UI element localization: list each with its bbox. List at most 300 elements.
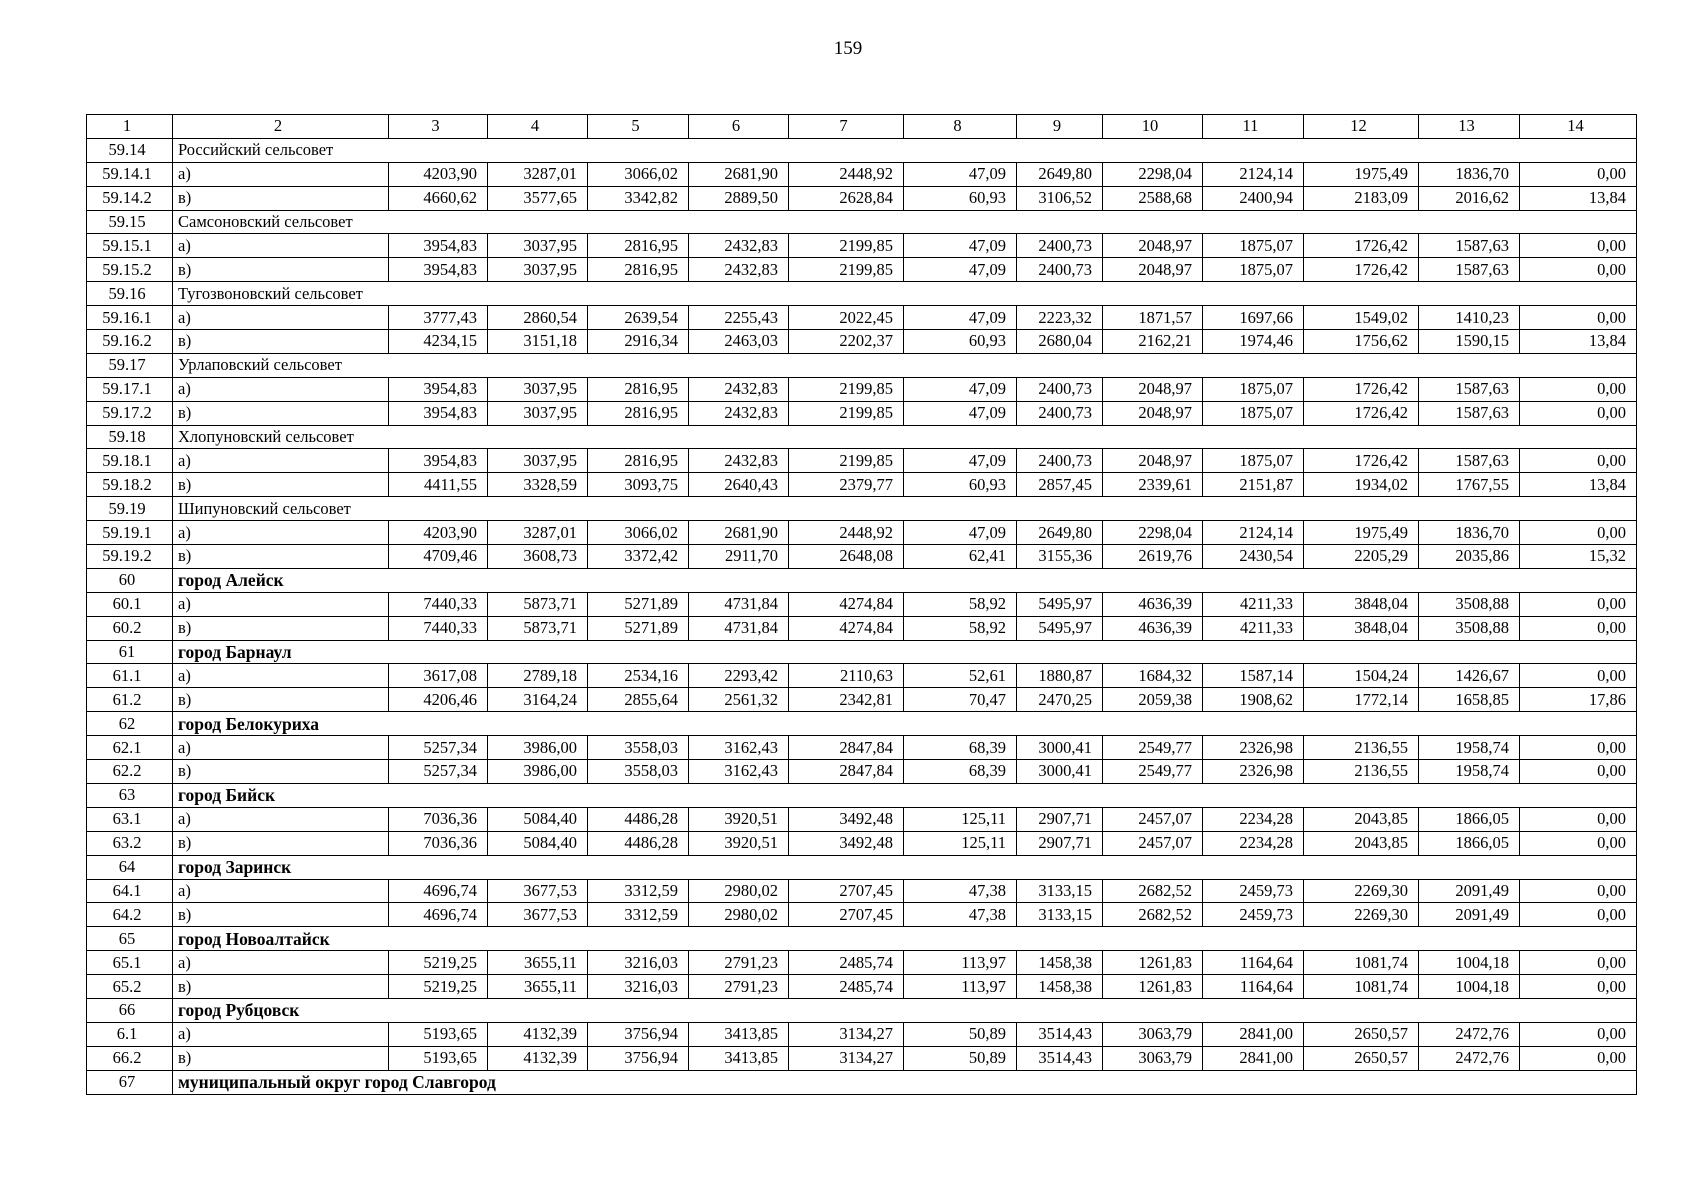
table-row — [87, 1046, 1637, 1070]
table-row — [87, 162, 1637, 186]
table-row — [87, 377, 1637, 401]
value-cell: 3617,08 — [389, 664, 488, 688]
value-cell: 2432,83 — [689, 377, 789, 401]
value-cell: 1004,18 — [1419, 951, 1520, 975]
value-cell: 1587,63 — [1419, 449, 1520, 473]
value-cell: 13,84 — [1520, 473, 1637, 497]
row-number: 64.1 — [87, 879, 173, 903]
value-cell: 1726,42 — [1304, 258, 1419, 282]
value-cell: 3986,00 — [488, 736, 588, 760]
value-cell: 2326,98 — [1203, 760, 1304, 784]
row-label: а) — [173, 664, 389, 688]
value-cell: 2091,49 — [1419, 879, 1520, 903]
section-row — [87, 640, 1637, 664]
row-number: 59.16.2 — [87, 330, 173, 354]
column-header: 3 — [389, 115, 488, 139]
value-cell: 2400,73 — [1017, 449, 1103, 473]
value-cell: 1410,23 — [1419, 306, 1520, 330]
section-row — [87, 998, 1637, 1022]
value-cell: 3106,52 — [1017, 186, 1103, 210]
value-cell: 0,00 — [1520, 664, 1637, 688]
value-cell: 58,92 — [904, 616, 1017, 640]
value-cell: 3413,85 — [689, 1022, 789, 1046]
value-cell: 2650,57 — [1304, 1046, 1419, 1070]
value-cell: 2136,55 — [1304, 760, 1419, 784]
tariff-table — [86, 114, 1637, 1095]
table-row — [87, 975, 1637, 999]
value-cell: 3492,48 — [789, 807, 904, 831]
value-cell: 2841,00 — [1203, 1022, 1304, 1046]
value-cell: 4486,28 — [588, 807, 689, 831]
row-label: а) — [173, 234, 389, 258]
value-cell: 3287,01 — [488, 162, 588, 186]
table-row — [87, 306, 1637, 330]
value-cell: 2619,76 — [1103, 545, 1203, 569]
row-label: а) — [173, 592, 389, 616]
value-cell: 125,11 — [904, 807, 1017, 831]
value-cell: 60,93 — [904, 473, 1017, 497]
value-cell: 1974,46 — [1203, 330, 1304, 354]
table-row — [87, 186, 1637, 210]
value-cell: 2022,45 — [789, 306, 904, 330]
value-cell: 7036,36 — [389, 807, 488, 831]
value-cell: 1726,42 — [1304, 377, 1419, 401]
value-cell: 1261,83 — [1103, 951, 1203, 975]
value-cell: 1261,83 — [1103, 975, 1203, 999]
value-cell: 3287,01 — [488, 521, 588, 545]
value-cell: 2470,25 — [1017, 688, 1103, 712]
column-header: 8 — [904, 115, 1017, 139]
value-cell: 2650,57 — [1304, 1022, 1419, 1046]
value-cell: 5193,65 — [389, 1046, 488, 1070]
value-cell: 4731,84 — [689, 592, 789, 616]
value-cell: 60,93 — [904, 186, 1017, 210]
table-row — [87, 807, 1637, 831]
value-cell: 0,00 — [1520, 951, 1637, 975]
value-cell: 2205,29 — [1304, 545, 1419, 569]
section-title: город Бийск — [173, 783, 1637, 807]
value-cell: 1726,42 — [1304, 401, 1419, 425]
value-cell: 2059,38 — [1103, 688, 1203, 712]
value-cell: 3037,95 — [488, 401, 588, 425]
value-cell: 2199,85 — [789, 401, 904, 425]
value-cell: 1587,63 — [1419, 377, 1520, 401]
value-cell: 1458,38 — [1017, 951, 1103, 975]
table-row — [87, 664, 1637, 688]
value-cell: 2680,04 — [1017, 330, 1103, 354]
value-cell: 5219,25 — [389, 951, 488, 975]
value-cell: 2911,70 — [689, 545, 789, 569]
value-cell: 2791,23 — [689, 951, 789, 975]
table-row — [87, 951, 1637, 975]
value-cell: 50,89 — [904, 1046, 1017, 1070]
value-cell: 2860,54 — [488, 306, 588, 330]
value-cell: 1004,18 — [1419, 975, 1520, 999]
row-number: 59.17 — [87, 353, 173, 377]
row-label: в) — [173, 688, 389, 712]
value-cell: 2298,04 — [1103, 521, 1203, 545]
value-cell: 1958,74 — [1419, 760, 1520, 784]
value-cell: 2549,77 — [1103, 760, 1203, 784]
value-cell: 3608,73 — [488, 545, 588, 569]
row-number: 65.2 — [87, 975, 173, 999]
section-row — [87, 210, 1637, 234]
column-header: 7 — [789, 115, 904, 139]
value-cell: 5084,40 — [488, 831, 588, 855]
value-cell: 3508,88 — [1419, 616, 1520, 640]
value-cell: 2980,02 — [689, 879, 789, 903]
value-cell: 2789,18 — [488, 664, 588, 688]
value-cell: 4709,46 — [389, 545, 488, 569]
value-cell: 1975,49 — [1304, 521, 1419, 545]
value-cell: 1164,64 — [1203, 975, 1304, 999]
value-cell: 1875,07 — [1203, 401, 1304, 425]
value-cell: 1866,05 — [1419, 807, 1520, 831]
value-cell: 113,97 — [904, 975, 1017, 999]
value-cell: 2588,68 — [1103, 186, 1203, 210]
value-cell: 1081,74 — [1304, 951, 1419, 975]
value-cell: 2628,84 — [789, 186, 904, 210]
value-cell: 3328,59 — [488, 473, 588, 497]
section-row — [87, 568, 1637, 592]
value-cell: 2681,90 — [689, 521, 789, 545]
value-cell: 2682,52 — [1103, 903, 1203, 927]
value-cell: 2916,34 — [588, 330, 689, 354]
value-cell: 4731,84 — [689, 616, 789, 640]
value-cell: 62,41 — [904, 545, 1017, 569]
value-cell: 3413,85 — [689, 1046, 789, 1070]
value-cell: 2223,32 — [1017, 306, 1103, 330]
value-cell: 3514,43 — [1017, 1022, 1103, 1046]
value-cell: 1934,02 — [1304, 473, 1419, 497]
table-row — [87, 760, 1637, 784]
value-cell: 2448,92 — [789, 162, 904, 186]
value-cell: 1767,55 — [1419, 473, 1520, 497]
table-row — [87, 616, 1637, 640]
value-cell: 2549,77 — [1103, 736, 1203, 760]
value-cell: 47,09 — [904, 258, 1017, 282]
value-cell: 3986,00 — [488, 760, 588, 784]
value-cell: 2048,97 — [1103, 401, 1203, 425]
value-cell: 4636,39 — [1103, 592, 1203, 616]
row-number: 67 — [87, 1070, 173, 1094]
value-cell: 0,00 — [1520, 234, 1637, 258]
value-cell: 2124,14 — [1203, 521, 1304, 545]
value-cell: 2459,73 — [1203, 903, 1304, 927]
value-cell: 1504,24 — [1304, 664, 1419, 688]
row-number: 59.17.2 — [87, 401, 173, 425]
value-cell: 2707,45 — [789, 879, 904, 903]
value-cell: 2342,81 — [789, 688, 904, 712]
row-number: 59.14 — [87, 138, 173, 162]
value-cell: 3066,02 — [588, 162, 689, 186]
value-cell: 2043,85 — [1304, 831, 1419, 855]
value-cell: 1587,63 — [1419, 401, 1520, 425]
column-header: 12 — [1304, 115, 1419, 139]
section-title: муниципальный округ город Славгород — [173, 1070, 1637, 1094]
value-cell: 5495,97 — [1017, 592, 1103, 616]
table-row — [87, 545, 1637, 569]
row-number: 62.1 — [87, 736, 173, 760]
row-number: 59.15 — [87, 210, 173, 234]
table-row — [87, 401, 1637, 425]
value-cell: 2400,73 — [1017, 401, 1103, 425]
row-label: в) — [173, 831, 389, 855]
value-cell: 3066,02 — [588, 521, 689, 545]
value-cell: 2847,84 — [789, 736, 904, 760]
value-cell: 3848,04 — [1304, 616, 1419, 640]
column-header: 13 — [1419, 115, 1520, 139]
value-cell: 2457,07 — [1103, 807, 1203, 831]
value-cell: 2855,64 — [588, 688, 689, 712]
value-cell: 5084,40 — [488, 807, 588, 831]
value-cell: 4132,39 — [488, 1022, 588, 1046]
value-cell: 3492,48 — [789, 831, 904, 855]
row-number: 61 — [87, 640, 173, 664]
value-cell: 2234,28 — [1203, 831, 1304, 855]
value-cell: 2816,95 — [588, 234, 689, 258]
section-row — [87, 855, 1637, 879]
value-cell: 3162,43 — [689, 760, 789, 784]
value-cell: 4696,74 — [389, 903, 488, 927]
value-cell: 2199,85 — [789, 258, 904, 282]
section-title: Самсоновский сельсовет — [173, 210, 1637, 234]
value-cell: 2682,52 — [1103, 879, 1203, 903]
value-cell: 4203,90 — [389, 521, 488, 545]
column-header: 5 — [588, 115, 689, 139]
column-header: 6 — [689, 115, 789, 139]
value-cell: 3655,11 — [488, 975, 588, 999]
row-number: 64 — [87, 855, 173, 879]
value-cell: 3037,95 — [488, 449, 588, 473]
value-cell: 2907,71 — [1017, 807, 1103, 831]
value-cell: 2048,97 — [1103, 377, 1203, 401]
value-cell: 5271,89 — [588, 616, 689, 640]
value-cell: 0,00 — [1520, 975, 1637, 999]
value-cell: 2151,87 — [1203, 473, 1304, 497]
value-cell: 2639,54 — [588, 306, 689, 330]
row-number: 62 — [87, 712, 173, 736]
section-row — [87, 497, 1637, 521]
value-cell: 1836,70 — [1419, 162, 1520, 186]
value-cell: 3342,82 — [588, 186, 689, 210]
value-cell: 3848,04 — [1304, 592, 1419, 616]
row-number: 66 — [87, 998, 173, 1022]
value-cell: 3134,27 — [789, 1046, 904, 1070]
value-cell: 0,00 — [1520, 449, 1637, 473]
section-row — [87, 353, 1637, 377]
section-row — [87, 927, 1637, 951]
value-cell: 1426,67 — [1419, 664, 1520, 688]
value-cell: 13,84 — [1520, 330, 1637, 354]
value-cell: 0,00 — [1520, 401, 1637, 425]
value-cell: 0,00 — [1520, 521, 1637, 545]
value-cell: 3954,83 — [389, 377, 488, 401]
value-cell: 5873,71 — [488, 592, 588, 616]
value-cell: 2199,85 — [789, 234, 904, 258]
value-cell: 1875,07 — [1203, 377, 1304, 401]
row-number: 59.18 — [87, 425, 173, 449]
section-row — [87, 425, 1637, 449]
table-row — [87, 473, 1637, 497]
value-cell: 2907,71 — [1017, 831, 1103, 855]
value-cell: 2463,03 — [689, 330, 789, 354]
value-cell: 3954,83 — [389, 449, 488, 473]
value-cell: 47,09 — [904, 377, 1017, 401]
row-number: 61.2 — [87, 688, 173, 712]
value-cell: 2457,07 — [1103, 831, 1203, 855]
value-cell: 2136,55 — [1304, 736, 1419, 760]
row-label: в) — [173, 903, 389, 927]
value-cell: 3756,94 — [588, 1046, 689, 1070]
value-cell: 1164,64 — [1203, 951, 1304, 975]
value-cell: 3312,59 — [588, 903, 689, 927]
value-cell: 3920,51 — [689, 807, 789, 831]
value-cell: 15,32 — [1520, 545, 1637, 569]
value-cell: 2293,42 — [689, 664, 789, 688]
value-cell: 2400,73 — [1017, 258, 1103, 282]
row-label: а) — [173, 951, 389, 975]
value-cell: 3954,83 — [389, 401, 488, 425]
value-cell: 2048,97 — [1103, 234, 1203, 258]
value-cell: 1658,85 — [1419, 688, 1520, 712]
value-cell: 47,09 — [904, 162, 1017, 186]
value-cell: 0,00 — [1520, 736, 1637, 760]
section-row — [87, 138, 1637, 162]
value-cell: 4636,39 — [1103, 616, 1203, 640]
value-cell: 1836,70 — [1419, 521, 1520, 545]
section-title: город Заринск — [173, 855, 1637, 879]
value-cell: 4274,84 — [789, 592, 904, 616]
value-cell: 3577,65 — [488, 186, 588, 210]
row-number: 61.1 — [87, 664, 173, 688]
value-cell: 3954,83 — [389, 234, 488, 258]
value-cell: 2326,98 — [1203, 736, 1304, 760]
row-label: а) — [173, 521, 389, 545]
value-cell: 3558,03 — [588, 736, 689, 760]
value-cell: 2648,08 — [789, 545, 904, 569]
value-cell: 3037,95 — [488, 377, 588, 401]
value-cell: 4132,39 — [488, 1046, 588, 1070]
value-cell: 3162,43 — [689, 736, 789, 760]
value-cell: 3164,24 — [488, 688, 588, 712]
section-title: Шипуновский сельсовет — [173, 497, 1637, 521]
row-label: в) — [173, 186, 389, 210]
value-cell: 2681,90 — [689, 162, 789, 186]
value-cell: 2379,77 — [789, 473, 904, 497]
value-cell: 13,84 — [1520, 186, 1637, 210]
row-number: 59.17.1 — [87, 377, 173, 401]
value-cell: 2016,62 — [1419, 186, 1520, 210]
row-label: в) — [173, 401, 389, 425]
value-cell: 5257,34 — [389, 760, 488, 784]
value-cell: 3677,53 — [488, 903, 588, 927]
value-cell: 3151,18 — [488, 330, 588, 354]
value-cell: 4411,55 — [389, 473, 488, 497]
value-cell: 2048,97 — [1103, 449, 1203, 473]
value-cell: 2649,80 — [1017, 162, 1103, 186]
value-cell: 1875,07 — [1203, 258, 1304, 282]
table-row — [87, 903, 1637, 927]
value-cell: 4696,74 — [389, 879, 488, 903]
row-label: а) — [173, 162, 389, 186]
value-cell: 17,86 — [1520, 688, 1637, 712]
value-cell: 3000,41 — [1017, 736, 1103, 760]
value-cell: 4486,28 — [588, 831, 689, 855]
value-cell: 3920,51 — [689, 831, 789, 855]
value-cell: 2269,30 — [1304, 903, 1419, 927]
value-cell: 0,00 — [1520, 831, 1637, 855]
row-number: 59.15.1 — [87, 234, 173, 258]
value-cell: 2816,95 — [588, 449, 689, 473]
value-cell: 3037,95 — [488, 258, 588, 282]
row-number: 63 — [87, 783, 173, 807]
value-cell: 4211,33 — [1203, 592, 1304, 616]
value-cell: 3037,95 — [488, 234, 588, 258]
section-title: Российский сельсовет — [173, 138, 1637, 162]
table-row — [87, 1022, 1637, 1046]
value-cell: 125,11 — [904, 831, 1017, 855]
value-cell: 4206,46 — [389, 688, 488, 712]
row-label: в) — [173, 616, 389, 640]
table-header-row — [87, 115, 1637, 139]
value-cell: 2043,85 — [1304, 807, 1419, 831]
value-cell: 3756,94 — [588, 1022, 689, 1046]
row-number: 59.18.2 — [87, 473, 173, 497]
value-cell: 3508,88 — [1419, 592, 1520, 616]
value-cell: 2202,37 — [789, 330, 904, 354]
value-cell: 5193,65 — [389, 1022, 488, 1046]
value-cell: 3133,15 — [1017, 879, 1103, 903]
value-cell: 3133,15 — [1017, 903, 1103, 927]
value-cell: 1756,62 — [1304, 330, 1419, 354]
value-cell: 3677,53 — [488, 879, 588, 903]
row-number: 62.2 — [87, 760, 173, 784]
value-cell: 2234,28 — [1203, 807, 1304, 831]
value-cell: 2857,45 — [1017, 473, 1103, 497]
value-cell: 2432,83 — [689, 449, 789, 473]
section-row — [87, 1070, 1637, 1094]
row-label: а) — [173, 1022, 389, 1046]
column-header: 9 — [1017, 115, 1103, 139]
value-cell: 3093,75 — [588, 473, 689, 497]
value-cell: 2980,02 — [689, 903, 789, 927]
value-cell: 5495,97 — [1017, 616, 1103, 640]
value-cell: 0,00 — [1520, 162, 1637, 186]
value-cell: 2847,84 — [789, 760, 904, 784]
row-label: в) — [173, 760, 389, 784]
value-cell: 1726,42 — [1304, 234, 1419, 258]
table-row — [87, 736, 1637, 760]
row-number: 60.2 — [87, 616, 173, 640]
table-row — [87, 449, 1637, 473]
value-cell: 1772,14 — [1304, 688, 1419, 712]
table-row — [87, 258, 1637, 282]
value-cell: 3655,11 — [488, 951, 588, 975]
value-cell: 3558,03 — [588, 760, 689, 784]
page-number: 159 — [833, 38, 863, 59]
value-cell: 3134,27 — [789, 1022, 904, 1046]
table-row — [87, 330, 1637, 354]
value-cell: 47,09 — [904, 401, 1017, 425]
value-cell: 2640,43 — [689, 473, 789, 497]
row-number: 59.15.2 — [87, 258, 173, 282]
row-label: а) — [173, 736, 389, 760]
value-cell: 2816,95 — [588, 401, 689, 425]
row-label: а) — [173, 449, 389, 473]
column-header: 11 — [1203, 115, 1304, 139]
value-cell: 2889,50 — [689, 186, 789, 210]
